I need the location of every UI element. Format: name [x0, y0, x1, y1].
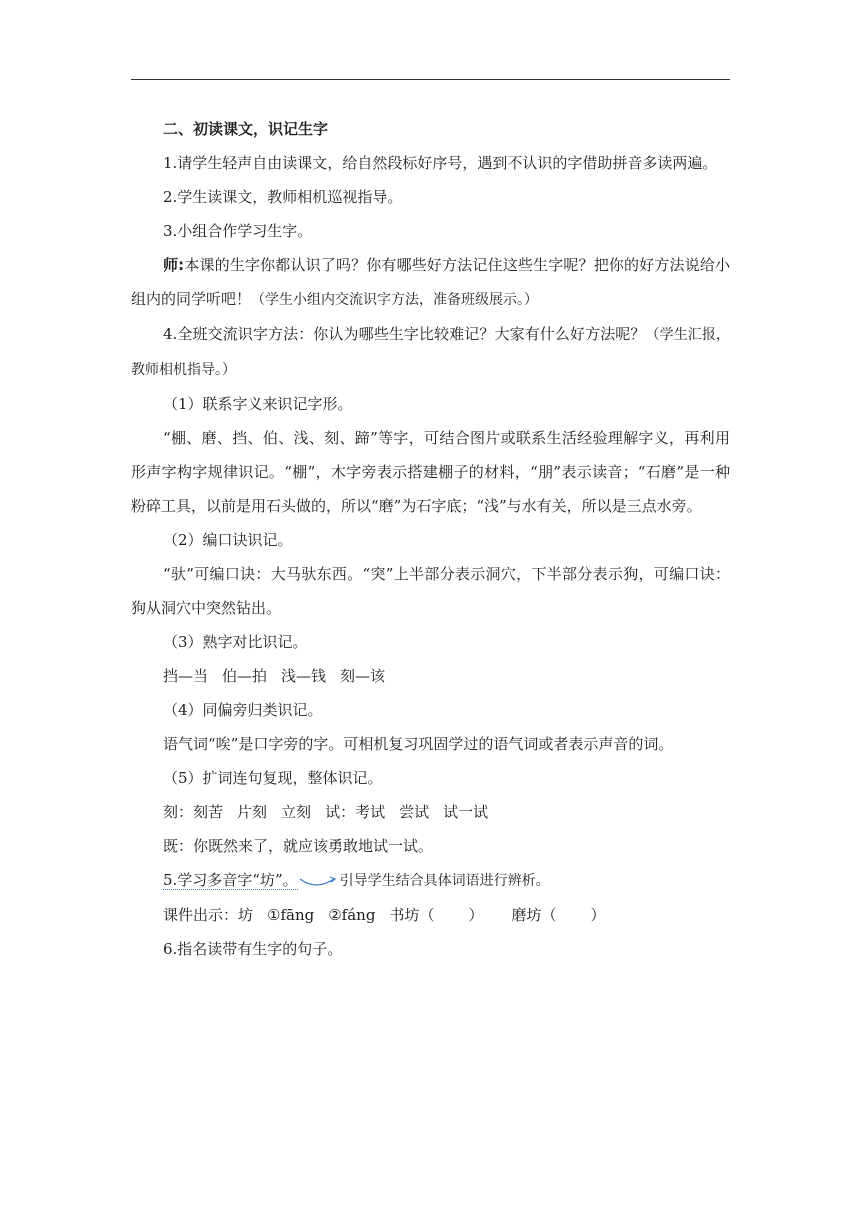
annotation-arrow-icon — [298, 873, 340, 889]
courseware-label: 课件出示：坊 — [163, 906, 254, 924]
blank-word-1: 书坊（ — [389, 906, 435, 924]
word: 立刻 — [281, 803, 312, 821]
teacher-paragraph — [131, 248, 730, 317]
header-rule — [131, 79, 730, 80]
word-label: 试： — [325, 803, 356, 821]
pair-item: 刻—该 — [340, 667, 386, 685]
document-body — [131, 112, 730, 966]
method-5-line-1 — [131, 795, 730, 829]
word: 尝试 — [399, 803, 430, 821]
step-5-main: 5.学习多音字“坊”。 — [163, 871, 298, 889]
method-1-title: （1）联系字义来识记字形。 — [163, 395, 353, 413]
step-5 — [131, 863, 730, 898]
word: 片刻 — [237, 803, 268, 821]
method-2-title: （2）编口诀识记。 — [163, 531, 293, 549]
step-4-note: （学生汇报，教师相机指导。） — [131, 327, 730, 378]
pair-item: 挡—当 — [163, 667, 209, 685]
pair-item: 伯—拍 — [222, 667, 268, 685]
method-5-title: （5）扩词连句复现，整体识记。 — [163, 769, 383, 787]
step-5-note: 引导学生结合具体词语进行辨析。 — [339, 873, 550, 889]
step-6: 6.指名读带有生字的句子。 — [163, 940, 343, 958]
step-1: 1.请学生轻声自由读课文，给自然段标好序号，遇到不认识的字借助拼音多读两遍。 — [163, 154, 718, 172]
method-5-line-2: 既：你既然来了，就应该勇敢地试一试。 — [163, 837, 434, 855]
step-3: 3.小组合作学习生字。 — [163, 222, 313, 240]
method-1-text: “棚、磨、挡、伯、浅、刻、蹄”等字，可结合图片或联系生活经验理解字义，再利用形声字构字规律识记。“棚”，木字旁表示搭建棚子的材料，“朋”表示读音；“石磨”是一种粉碎工具，以前是用石头做的，所以“磨”为石字底；“浅”与水有关，所以是三点水旁。 — [131, 429, 730, 515]
teacher-label: 师: — [163, 256, 185, 274]
step-4-text: 4.全班交流识字方法：你认为哪些生字比较难记？大家有什么好方法呢？ — [163, 325, 646, 343]
word: 刻苦 — [193, 803, 224, 821]
method-4-title: （4）同偏旁归类识记。 — [163, 701, 323, 719]
method-3-title: （3）熟字对比识记。 — [163, 633, 308, 651]
pair-item: 浅—钱 — [281, 667, 327, 685]
teacher-text: 本课的生字你都认识了吗？你有哪些好方法记住这些生字呢？把你的好方法说给小组内的同学听吧！ — [131, 256, 730, 308]
pronunciation-2: ②fáng — [328, 906, 376, 924]
courseware-line — [131, 898, 730, 932]
section-title: 二、初读课文，识记生字 — [163, 120, 329, 138]
word: 考试 — [355, 803, 386, 821]
method-4-text: 语气词“唉”是口字旁的字。可相机复习巩固学过的语气词或者表示声音的词。 — [163, 735, 674, 753]
method-3-pairs — [131, 659, 730, 693]
word: 试一试 — [443, 803, 489, 821]
step-2: 2.学生读课文，教师相机巡视指导。 — [163, 188, 403, 206]
teacher-note: （学生小组内交流识字方法，准备班级展示。） — [251, 292, 539, 308]
method-2-text: “驮”可编口诀：大马驮东西。“突”上半部分表示洞穴，下半部分表示狗，可编口诀：狗从洞穴中突然钻出。 — [131, 565, 730, 617]
close-paren: ） — [590, 906, 606, 924]
pronunciation-1: ①fāng — [267, 906, 315, 924]
close-paren: ） — [468, 906, 484, 924]
blank-word-2: 磨坊（ — [511, 906, 557, 924]
step-4 — [131, 317, 730, 387]
word-label: 刻： — [163, 803, 194, 821]
